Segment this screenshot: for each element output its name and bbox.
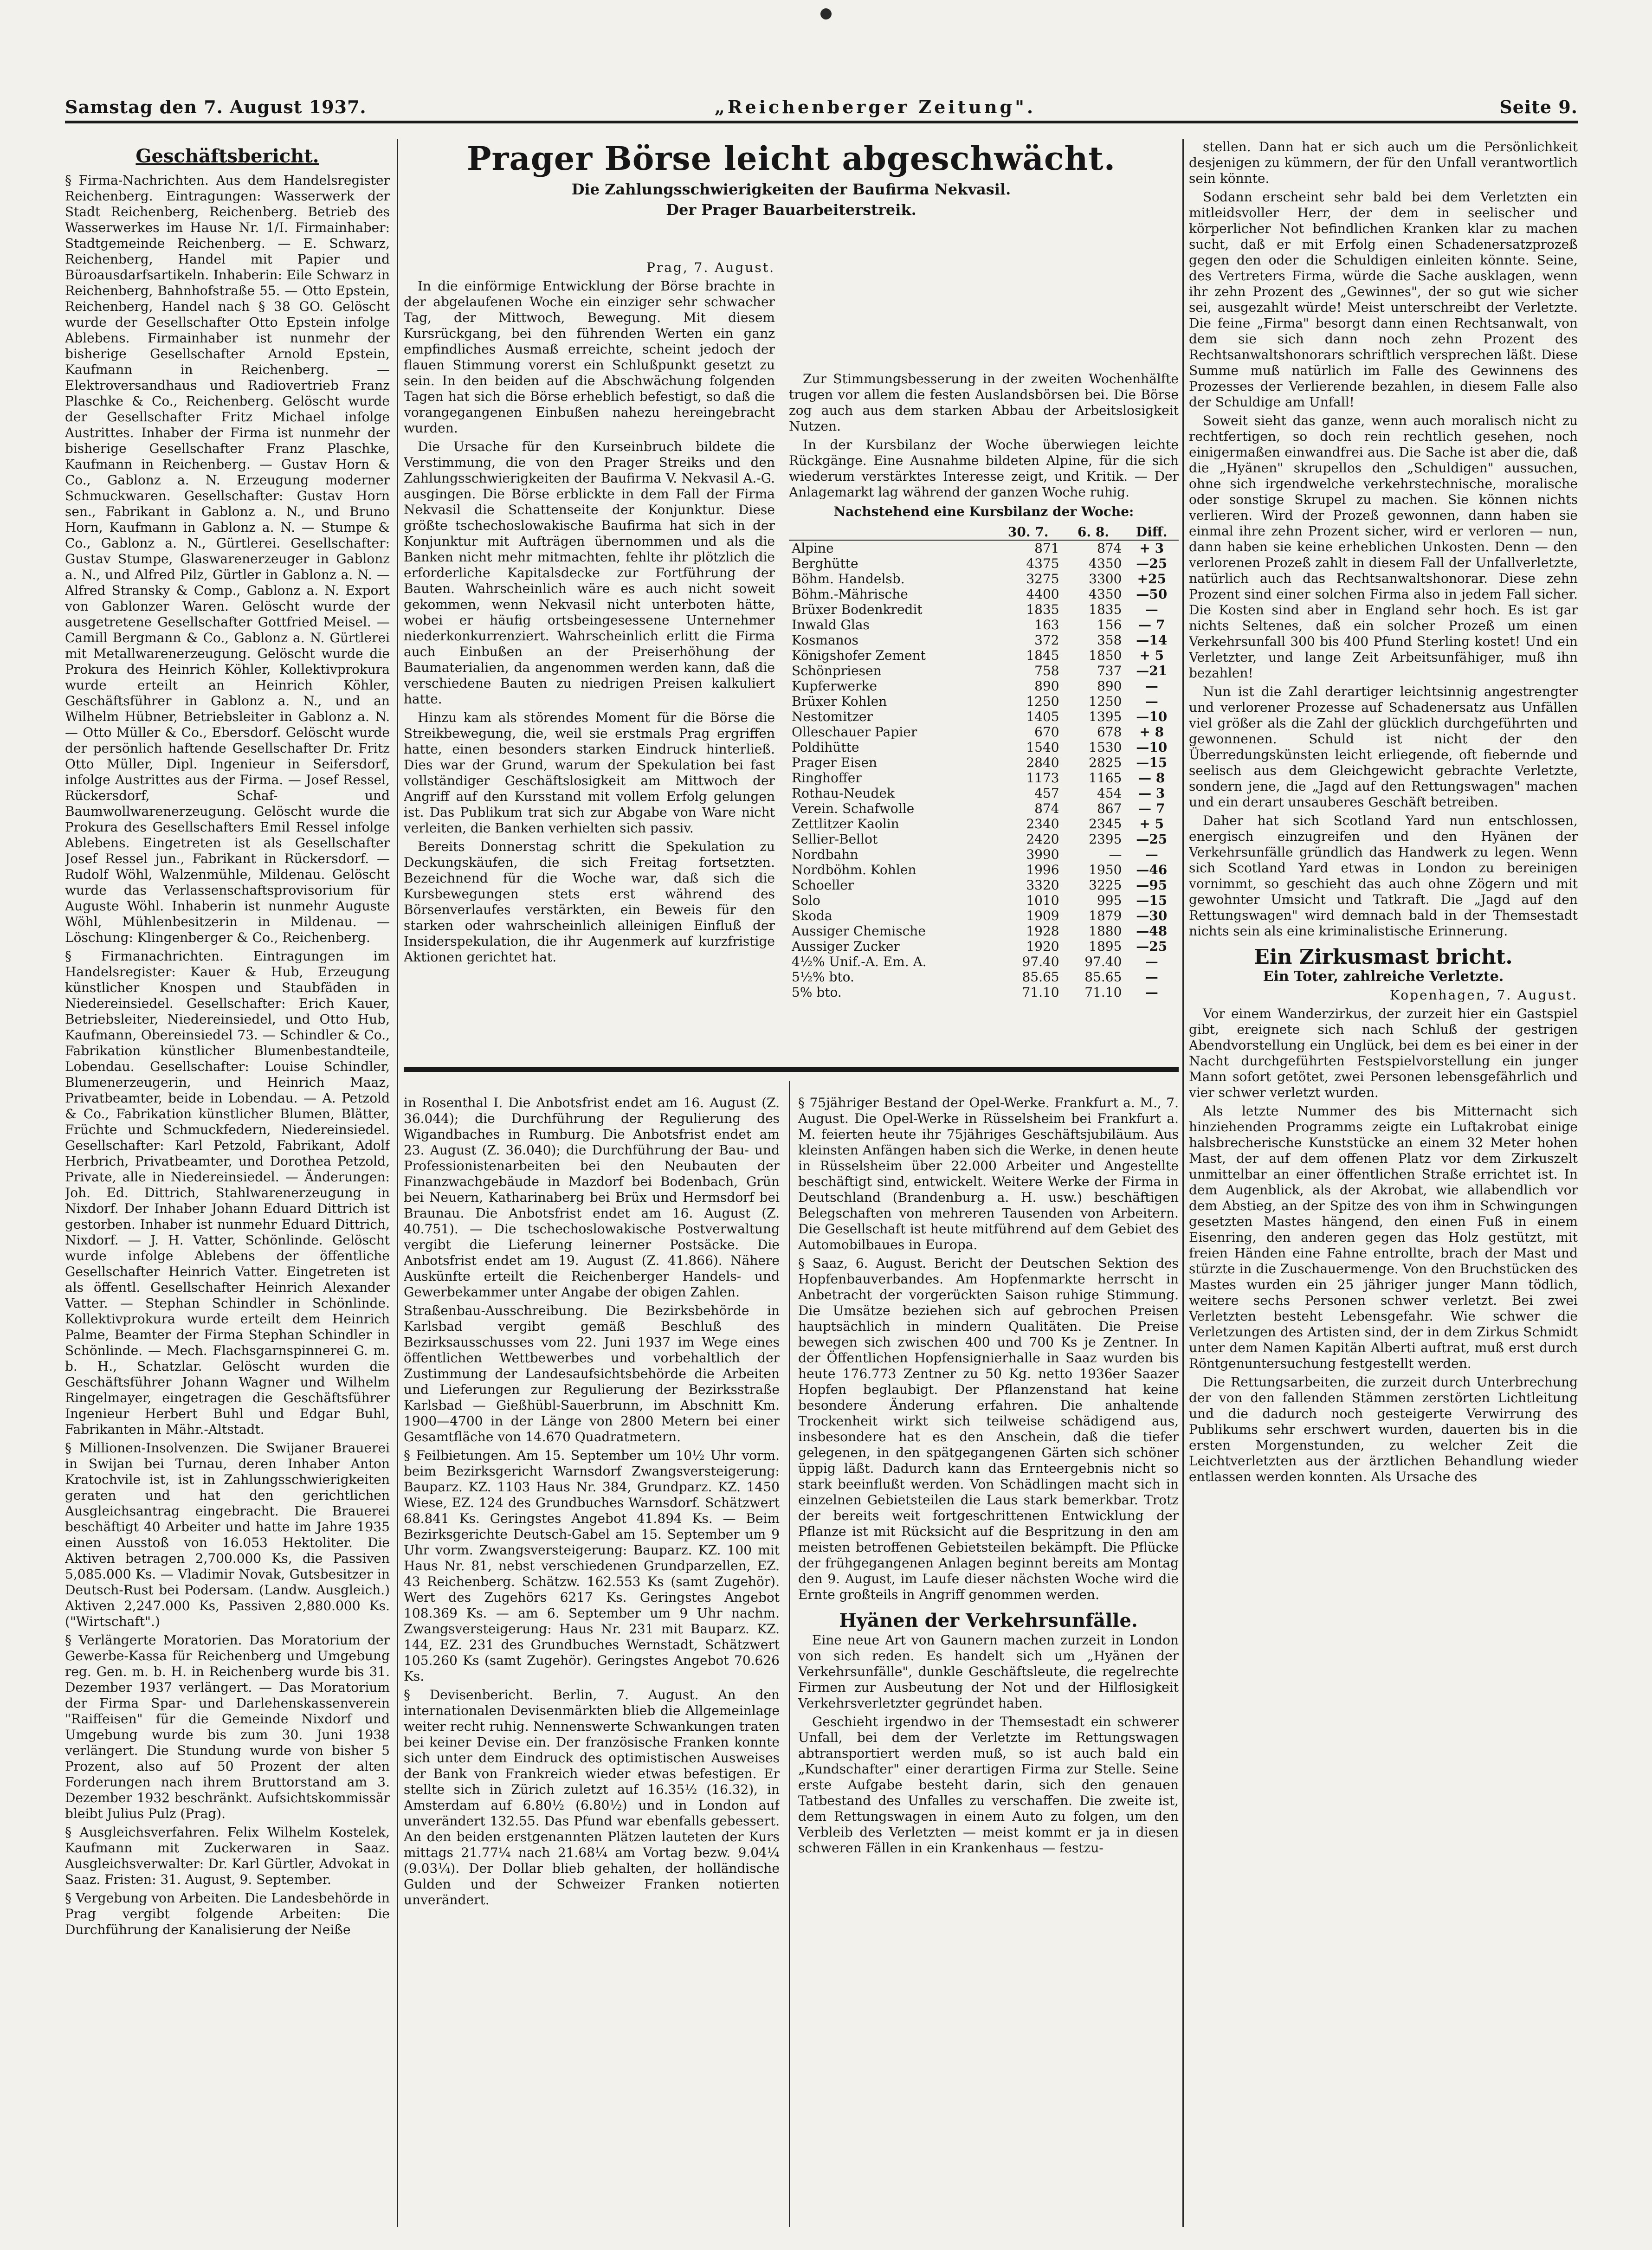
table-row	[789, 954, 1179, 969]
price-value: 867	[1097, 801, 1122, 816]
stock-name: 5% bto.	[792, 985, 842, 1000]
price-diff: + 5	[1139, 816, 1164, 832]
table-row	[789, 908, 1179, 923]
price-diff: —25	[1136, 939, 1168, 954]
price-diff: — 8	[1138, 770, 1165, 786]
price-diff: —46	[1136, 862, 1168, 877]
price-value: 737	[1097, 663, 1122, 678]
column-geschaeftsbericht	[65, 139, 390, 2227]
price-value: —	[1109, 847, 1122, 862]
price-diff: + 8	[1139, 724, 1164, 740]
boerse-title: Prager Börse leicht abgeschwächt.	[466, 139, 1116, 178]
article-paragraph: Die Ursache für den Kurseinbruch bildete die Verstimmung, die von den Prager Streiks und den Zahlungsschwierigkeiten der Baufirma V. Nekvasil A.-G. ausgingen. Die Börse erblickte in dem Fall der Firma Nekvasil die Schattenseite der Konjunktur. Diese größte tschechoslowakische Baufirma hat sich in der Konjunktur mit Aufträgen übernommen und als die Banken nicht mehr mitmachten, fehlte ihr plötzlich die erforderliche Kapitalsdecke zur Fortführung der Bauten. Wahrscheinlich wäre es auch nicht soweit gekommen, wenn Nekvasil nicht unterboten hätte, wobei er häufig ortsbeingesessene Unternehmer niederkonkurrenziert. Wahrscheinlich erlitt die Firma auch Einbußen an der Preiserhöhung der Baumaterialien, da angenommen werden kann, daß die verschiedene Bauten zu niedrigen Preisen kalkuliert hatte.	[404, 439, 775, 707]
stock-name: Poldihütte	[792, 740, 859, 755]
article-paragraph: § Millionen-Insolvenzen. Die Swijaner Brauerei in Swijan bei Turnau, deren Inhaber Anton Kratochvile ist, ist in Zahlungsschwierigkeiten geraten und hat den gerichtlichen Ausgleichsantrag eingebracht. Die Brauerei beschäftigt 40 Arbeiter und hatte im Jahre 1935 einen Ausstoß von 16.053 Hektoliter. Die Aktiven betragen 2,700.000 Ks, die Passiven 5,085.000 Ks. — Vladimir Novak, Gutsbesitzer in Deutsch-Rust bei Podersam. (Landw. Ausgleich.) Aktiven 2,247.000 Ks, Passiven 2,880.000 Ks. ("Wirtschaft".)	[65, 1440, 390, 1629]
stock-name: Alpine	[792, 541, 834, 556]
column-divider	[1182, 139, 1184, 2227]
price-value: 71.10	[1022, 985, 1059, 1000]
section-divider	[404, 1067, 1179, 1072]
table-row	[789, 770, 1179, 786]
stock-name: Nestomitzer	[792, 709, 873, 724]
table-header-cell	[789, 524, 994, 540]
table-row	[789, 602, 1179, 617]
article-paragraph: § Firma-Nachrichten. Aus dem Handelsregister Reichenberg. Eintragungen: Wasserwerk der Stadt Reichenberg, Reichenberg. Betrieb des Wasserwerkes im Hause Nr. 1/I. Firmainhaber: Stadtgemeinde Reichenberg. — E. Schwarz, Reichenberg, Handel mit Papier und Büroausdarfsartikeln. Inhaberin: Eile Schwarz in Reichenberg, Bahnhofstraße 55. — Otto Epstein, Reichenberg, Handel nach § 38 GO. Gelöscht wurde der Gesellschafter Otto Epstein infolge Ablebens. Firmainhaber ist nunmehr der bisherige Gesellschafter Arnold Epstein, Kaufmann in Reichenberg. — Elektroversandhaus und Radiovertrieb Franz Plaschke & Co., Reichenberg. Gelöscht wurde der Gesellschafter Fritz Michael infolge Austrittes. Inhaber der Firma ist nunmehr der bisherige Gesellschafter Franz Plaschke, Kaufmann in Reichenberg. — Gustav Horn & Co., Gablonz a. N. Erzeugung moderner Schmuckwaren. Gesellschafter: Gustav Horn sen., Fabrikant in Gablonz a. N., und Bruno Horn, Kaufmann in Gablonz a. N. — Stumpe & Co., Gablonz a. N., Gürtlerei. Gesellschafter: Gustav Stumpe, Glaswarenerzeuger in Gablonz a. N., und Alfred Pilz, Gürtler in Gablonz a. N. — Alfred Stransky & Comp., Gablonz a. N. Export von Gablonzer Waren. Gelöscht wurde der ausgetretene Gesellschafter Gottfried Meisel. — Camill Bergmann & Co., Gablonz a. N. Gürtlerei mit Metallwarenerzeugung. Gelöscht wurde die Prokura des Heinrich Köhler, Kollektivprokura wurde erteilt an Heinrich Köhler, Geschäftsführer in Gablonz a. N., und an Wilhelm Hübner, Betriebsleiter in Gablonz a. N. — Otto Müller & Co., Ebersdorf. Gelöscht wurde der persönlich haftende Gesellschafter Dr. Fritz Otto Müller, Dipl. Ingenieur in Seifersdorf, infolge Austrittes aus der Firma. — Josef Ressel, Rückersdorf, Schaf- und Baumwollwarenerzeugung. Gelöscht wurde die Prokura des Gesellschafters Emil Ressel infolge Ablebens. Eingetreten ist als Gesellschafter Josef Ressel jun., Fabrikant in Rückersdorf. — Rudolf Wöhl, Walzenmühle, Mildenau. Gelöscht wurde das Verlassenschaftsprovisorium für Auguste Wöhl. Inhaberin ist nunmehr Auguste Wöhl, Mühlenbesitzerin in Mildenau. — Löschung: Klingenberger & Co., Reichenberg.	[65, 173, 390, 945]
table-row	[789, 862, 1179, 877]
price-value: 97.40	[1022, 954, 1059, 969]
stock-name: Inwald Glas	[792, 617, 870, 632]
price-value: 4350	[1089, 587, 1122, 602]
price-diff: —	[1145, 678, 1158, 694]
article-paragraph: Eine neue Art von Gaunern machen zurzeit in London von sich reden. Es handelt sich um „Hyänen der Verkehrsunfälle", dunkle Geschäftsleute, die regelrechte Firmen zur Ausbeutung der Not und der Hilflosigkeit Verkehrsverletzter gegründet haben.	[798, 1632, 1179, 1711]
article-paragraph: § Ausgleichsverfahren. Felix Wilhelm Kostelek, Kaufmann mit Zuckerwaren in Saaz. Ausgleichsverwalter: Dr. Karl Gürtler, Advokat in Saaz. Fristen: 31. August, 9. September.	[65, 1824, 390, 1887]
table-row	[789, 617, 1179, 632]
article-paragraph: Straßenbau-Ausschreibung. Die Bezirksbehörde in Karlsbad vergibt gemäß Beschluß des Bezirksausschusses vom 22. Juni 1937 im Wege eines öffentlichen Wettbewerbes und vorbehaltlich der Zustimmung der Landesaufsichtsbehörde die Arbeiten und Lieferungen zur Regulierung der Bezirksstraße Karlsbad — Gießhübl-Sauerbrunn, im Abschnitt Km. 1900—4700 in der Länge von 2800 Metern bei einer Gesamtfläche von 14.670 Quadratmetern.	[404, 1303, 780, 1444]
masthead	[65, 93, 1578, 123]
price-diff: —15	[1136, 755, 1168, 770]
price-diff: — 7	[1138, 801, 1165, 816]
stock-name: Kupferwerke	[792, 678, 878, 694]
price-value: 3990	[1026, 847, 1059, 862]
article-paragraph: § Saaz, 6. August. Bericht der Deutschen Sektion des Hopfenbauverbandes. Am Hopfenmarkte herrscht in Anbetracht der vorgerückten Saison ruhige Stimmung. Die Umsätze beziehen sich auf gebrochen Preisen hauptsächlich in mindern Qualitäten. Die Preise bewegen sich zwischen 400 und 700 Ks je Zentner. In der Öffentlichen Hopfensignierhalle in Saaz wurden bis heute 176.773 Zentner zu 50 Kg. netto 1936er Saazer Hopfen beglaubigt. Der Pflanzenstand hat keine besondere Änderung erfahren. Die anhaltende Trockenheit wirkt sich teilweise schädigend aus, insbesondere hat es den Anschein, daß die tiefer gelegenen, in den spätgegangenen Gärten sich schöner üppig läßt. Dadurch kann das Ernteergebnis nicht so stark beeinflußt werden. Von Schädlingen macht sich in einzelnen Gebietsteilen die Laus stark bemerkbar. Trotz der bereits weit fortgeschrittenen Entwicklung der Pflanze ist mit Rücksicht auf die Bespritzung in den am meisten betroffenen Gebietsteilen bekämpft. Die Pflücke der frühgegangenen Anlagen beginnt bereits am Montag den 9. August, im Laufe dieser nächsten Woche wird die Ernte großteils in Angriff genommen werden.	[798, 1256, 1179, 1602]
article-paragraph: In der Kursbilanz der Woche überwiegen leichte Rückgänge. Eine Ausnahme bildeten Alpine, für die sich wiederum verstärktes Interesse zeigt, und Kritik. — Der Anlagemarkt lag während der ganzen Woche ruhig.	[789, 437, 1179, 500]
price-diff: —	[1145, 954, 1158, 969]
price-diff: —10	[1136, 740, 1168, 755]
stock-name: Schönpriesen	[792, 663, 882, 678]
price-value: 1835	[1026, 602, 1059, 617]
price-value: 1540	[1026, 740, 1059, 755]
article-paragraph: Geschieht irgendwo in der Themsestadt ein schwerer Unfall, bei dem der Verletzte im Rettungswagen abtransportiert werden muß, so ist auch bald ein „Kundschafter" einer derartigen Firma zur Stelle. Seine erste Aufgabe besteht darin, sich den genauen Tatbestand des Unfalles zu verschaffen. Die zweite ist, dem Rettungswagen in einem Auto zu folgen, um den Verbleib des Verletzten — meist kommt er ja in diesen schweren Fällen in ein Krankenhaus — festzu-	[798, 1714, 1179, 1856]
article-paragraph: § Feilbietungen. Am 15. September um 10½ Uhr vorm. beim Bezirksgericht Warnsdorf Zwangsversteigerung: Bauparz. KZ. 1103 Haus Nr. 384, Grundparz. KZ. 1450 Wiese, EZ. 124 des Grundbuches Warnsdorf. Schätzwert 68.841 Ks. Geringstes Angebot 41.894 Ks. — Beim Bezirksgerichte Deutsch-Gabel am 15. September um 9 Uhr vorm. Zwangsversteigerung: Bauparz. KZ. 100 mit Haus Nr. 81, nebst verschiedenen Grundparzellen, EZ. 43 Reichenberg. Schätzw. 162.553 Ks (samt Zugehör). Wert des Zugehörs 6217 Ks. Geringstes Angebot 108.369 Ks. — am 6. September um 9 Uhr nachm. Zwangsversteigerung: Haus Nr. 231 mit Bauparz. KZ. 144, EZ. 231 des Grundbuches Wernstadt, Schätzwert 105.260 Ks (samt Zugehör). Geringstes Angebot 70.626 Ks.	[404, 1448, 780, 1684]
column-divider	[397, 139, 398, 2227]
price-value: 1996	[1026, 862, 1059, 877]
stock-name: Böhm. Handelsb.	[792, 571, 905, 587]
price-value: 163	[1034, 617, 1059, 632]
article-paragraph: § Devisenbericht. Berlin, 7. August. An den internationalen Devisenmärkten blieb die Allgemeinlage weiter recht ruhig. Nennenswerte Schwankungen traten bei keiner Devise ein. Der französische Franken konnte sich unter dem Eindruck des optimistischen Ausweises der Bank von Frankreich wieder etwas befestigen. Er stellte sich in Zürich zuletzt auf 16.35½ (16.32), in Amsterdam auf 6.80½ (6.80½) und in London auf unverändert 132.55. Das Pfund war ebenfalls gebessert. An den beiden erstgenannten Plätzen lauteten der Kurs mittags 21.77¼ nach 21.68¼ am Vortag bezw. 9.04¼ (9.03¼). Der Dollar blieb gehalten, der holländische Gulden und der Schweizer Franken notierten unverändert.	[404, 1687, 780, 1908]
table-row	[789, 663, 1179, 678]
price-value: 1530	[1089, 740, 1122, 755]
price-value: 156	[1097, 617, 1122, 632]
price-diff: —48	[1136, 923, 1168, 939]
price-value: 670	[1034, 724, 1059, 740]
stock-name: Nordbahn	[792, 847, 858, 862]
article-paragraph: Bereits Donnerstag schritt die Spekulation zu Deckungskäufen, die sich Freitag fortsetzten. Bezeichnend für die Woche war, daß sich die Kursbewegungen stets erst während des Börsenverlaufes verstärkten, ein Beweis für den starken oder wahrscheinlich alleinigen Einfluß der Insiderspekulation, die ihr Augenmerk auf kurzfristige Aktionen gerichtet hat.	[404, 839, 775, 965]
stock-name: Böhm.-Mährische	[792, 587, 908, 602]
boerse-header	[404, 139, 1179, 221]
table-row	[789, 709, 1179, 724]
article-paragraph: Hinzu kam als störendes Moment für die Börse die Streikbewegung, die, weil sie erstmals Prag ergriffen hatte, einen besonders starken Eindruck hinterließ. Dies war der Grund, warum der Spekulation bei fast vollständiger Geschäftslosigkeit am Mittwoch der Angriff auf den Kursstand mit vollem Erfolg gelungen ist. Das Publikum trat sich zur Abgabe von Ware nicht verleiten, die Banken verhielten sich passiv.	[404, 710, 775, 836]
stock-name: Berghütte	[792, 556, 858, 571]
article-paragraph: in Rosenthal I. Die Anbotsfrist endet am 16. August (Z. 36.044); die Durchführung der Regulierung des Wigandbaches in Rumburg. Die Anbotsfrist endet am 23. August (Z. 36.040); die Durchführung der Bau- und Professionistenarbeiten bei den Neubauten der Finanzwachgebäude in Mazdorf bei Bodenbach, Grün bei Neuern, Katharinaberg bei Brüx und Hermsdorf bei Braunau. Die Anbotsfrist endet am 16. August (Z. 40.751). — Die tschechoslowakische Postverwaltung vergibt die Lieferung leinerner Postsäcke. Die Anbotsfrist endet am 19. August (Z. 41.866). Nähere Auskünfte erteilt die Reichenberger Handels- und Gewerbekammer unter Angabe der obigen Zahlen.	[404, 1095, 780, 1300]
price-diff: —14	[1136, 632, 1168, 648]
stock-name: Kosmanos	[792, 632, 858, 648]
article-paragraph: In die einförmige Entwicklung der Börse brachte in der abgelaufenen Woche ein einziger sehr schwacher Tag, der Mittwoch, Bewegung. Mit diesem Kursrückgang, bei den führenden Werten ein ganz empfindliches Ausmaß erreichte, scheint jedoch der flauen Stimmung vorerst ein Schlußpunkt gesetzt zu sein. In den beiden auf die Abschwächung folgenden Tagen hat sich die Börse erheblich befestigt, so daß die vorangegangenen Einbußen nahezu hereingebracht wurden.	[404, 278, 775, 436]
binding-hole	[820, 8, 832, 19]
table-caption: Nachstehend eine Kursbilanz der Woche:	[833, 504, 1134, 519]
price-diff: — 3	[1138, 786, 1165, 801]
article-paragraph: stellen. Dann hat er sich auch um die Persönlichkeit desjenigen zu kümmern, der für den Unfall verantwortlich sein könnte.	[1189, 139, 1578, 186]
price-value: 85.65	[1022, 969, 1059, 985]
table-row	[789, 893, 1179, 908]
boerse-subtitle: Die Zahlungsschwierigkeiten der Baufirma Nekvasil.	[571, 181, 1011, 198]
stock-name: Brüxer Kohlen	[792, 694, 887, 709]
section-heading: Ein Zirkusmast bricht.	[1254, 945, 1513, 969]
price-diff: — 7	[1138, 617, 1165, 632]
table-row	[789, 678, 1179, 694]
table-row	[789, 724, 1179, 740]
price-value: 1850	[1089, 648, 1122, 663]
stock-name: Aussiger Zucker	[792, 939, 900, 954]
price-diff: —	[1145, 969, 1158, 985]
table-row	[789, 740, 1179, 755]
table-row	[789, 540, 1179, 556]
table-row	[789, 648, 1179, 663]
table-header-cell: 6. 8.	[1062, 524, 1125, 540]
dateline: Kopenhagen, 7. August.	[1390, 987, 1578, 1003]
price-value: 1920	[1026, 939, 1059, 954]
table-row	[789, 694, 1179, 709]
stock-name: Aussiger Chemische	[792, 923, 926, 939]
table-row	[789, 786, 1179, 801]
stock-name: Solo	[792, 893, 820, 908]
price-diff: —50	[1136, 587, 1168, 602]
price-value: 372	[1034, 632, 1059, 648]
price-value: 3225	[1089, 877, 1122, 893]
stock-name: Prager Eisen	[792, 755, 878, 770]
table-row	[789, 877, 1179, 893]
price-value: 1395	[1089, 709, 1122, 724]
price-diff: +25	[1137, 571, 1166, 587]
price-value: 2825	[1089, 755, 1122, 770]
table-row	[789, 755, 1179, 770]
price-value: 1250	[1026, 694, 1059, 709]
stock-name: Sellier-Bellot	[792, 832, 878, 847]
table-row	[789, 632, 1179, 648]
table-row	[789, 571, 1179, 587]
lower-column-left	[404, 1095, 780, 2232]
table-row	[789, 816, 1179, 832]
price-value: 890	[1034, 678, 1059, 694]
price-diff: —	[1145, 847, 1158, 862]
price-value: 85.65	[1084, 969, 1122, 985]
table-header-cell: 30. 7.	[994, 524, 1062, 540]
article-paragraph: Sodann erscheint sehr bald bei dem Verletzten ein mitleidsvoller Herr, der dem in seelischer und körperlicher Not befindlichen Kranken klar zu machen sucht, daß er mit Erfolg einen Schadenersatzprozeß gegen den oder die Schuldigen einleiten könnte. Seine, des Vertreters Firma, würde die Sache ausklagen, wenn ihr zehn Prozent des „Gewinnes", der so gut wie sicher sei, ausgezahlt würde! Meist unterschreibt der Verletzte. Die feine „Firma" besorgt dann einen Rechtsanwalt, von dem sie sich dann noch zehn Prozent des Rechtsanwaltshonorars schriftlich versprechen läßt. Diese Summe muß natürlich im Falle des Gewinnens des Prozesses der Verlierende bezahlen, in diesem Falle also der Schuldige am Unfall!	[1189, 189, 1578, 410]
price-value: 1895	[1089, 939, 1122, 954]
price-value: 1173	[1026, 770, 1059, 786]
price-value: 457	[1034, 786, 1059, 801]
price-value: 1879	[1089, 908, 1122, 923]
section-heading: Hyänen der Verkehrsunfälle.	[839, 1610, 1138, 1631]
price-value: 874	[1034, 801, 1059, 816]
table-row	[789, 801, 1179, 816]
price-diff: —10	[1136, 709, 1168, 724]
price-diff: —25	[1136, 832, 1168, 847]
price-value: 678	[1097, 724, 1122, 740]
table-row	[789, 587, 1179, 602]
price-value: 3300	[1089, 571, 1122, 587]
section-subheading: Ein Toter, zahlreiche Verletzte.	[1263, 968, 1504, 985]
article-paragraph: § Vergebung von Arbeiten. Die Landesbehörde in Prag vergibt folgende Arbeiten: Die Durchführung der Kanalisierung der Neiße	[65, 1890, 390, 1937]
price-value: 1909	[1026, 908, 1059, 923]
column-divider	[789, 1081, 790, 2227]
price-value: 871	[1034, 541, 1059, 556]
price-value: 4375	[1026, 556, 1059, 571]
article-paragraph: § Verlängerte Moratorien. Das Moratorium der Gewerbe-Kassa für Reichenberg und Umgebung reg. Gen. m. b. H. in Reichenberg wurde bis 31. Dezember 1937 verlängert. — Das Moratorium der Firma Spar- und Darlehenskassenverein "Raiffeisen" für die Gemeinde Nixdorf und Umgebung wurde bis zum 30. Juni 1938 verlängert. Die Stundung wurde von bisher 5 Prozent, also auf 50 Prozent der alten Forderungen nach ihrem Bruttorstand am 3. Dezember 1932 beschränkt. Aufsichtskommissär bleibt Julius Pulz (Prag).	[65, 1632, 390, 1821]
price-value: 1405	[1026, 709, 1059, 724]
price-value: 995	[1097, 893, 1122, 908]
article-paragraph: Nun ist die Zahl derartiger leichtsinnig angestrengter und verlorener Prozesse auf Schadenersatz aus Unfällen viel größer als die Zahl der glücklich durchgeführten und gewonnenen. Schuld ist nicht der den Überredungskünsten leicht erliegende, oft fiebernde und seelisch aus dem Gleichgewicht gebrachte Verletzte, sondern jene, die „Jagd auf den Rettungswagen" machen und ein derart unsauberes Geschäft betreiben.	[1189, 684, 1578, 810]
article-paragraph: Daher hat sich Scotland Yard nun entschlossen, energisch einzugreifen und den Hyänen der Verkehrsunfälle gründlich das Handwerk zu legen. Wenn sich Scotland Yard etwas in London zu bereinigen vornimmt, so geschieht das auch ohne Zögern und mit gewohnter Umsicht und Tatkraft. Die „Jagd auf den Rettungswagen" wird demnach bald in der Themsestadt nichts sein als eine kriminalistische Erinnerung.	[1189, 813, 1578, 939]
boerse-column-left	[404, 260, 775, 1086]
price-value: 2420	[1026, 832, 1059, 847]
stock-name: Nordböhm. Kohlen	[792, 862, 916, 877]
article-paragraph: Zur Stimmungsbesserung in der zweiten Wochenhälfte trugen vor allem die festen Auslandsbörsen bei. Die Börse zog auch aus dem starken Abbau der Arbeitslosigkeit Nutzen.	[789, 371, 1179, 434]
price-diff: —21	[1136, 663, 1168, 678]
price-value: 758	[1034, 663, 1059, 678]
price-value: 71.10	[1084, 985, 1122, 1000]
price-diff: —25	[1136, 556, 1168, 571]
price-value: 4400	[1026, 587, 1059, 602]
stock-name: Olleschauer Papier	[792, 724, 917, 740]
price-diff: —	[1145, 602, 1158, 617]
price-value: 1845	[1026, 648, 1059, 663]
price-diff: —	[1145, 985, 1158, 1000]
price-diff: —	[1145, 694, 1158, 709]
article-paragraph: § Firmanachrichten. Eintragungen im Handelsregister: Kauer & Hub, Erzeugung künstlicher Knospen und Staubfäden in Niedereinsiedel. Gesellschafter: Erich Kauer, Betriebsleiter, Niedereinsiedel, und Otto Hub, Kaufmann, Obereinsiedel 73. — Schindler & Co., Fabrikation künstlicher Blumenbestandteile, Lobendau. Gesellschafter: Louise Schindler, Blumenerzeugerin, und Heinrich Maaz, Privatbeamter, beide in Lobendau. — A. Petzold & Co., Fabrikation künstlicher Blumen, Blätter, Früchte und Schmuckfedern, Niedereinsiedel. Gesellschafter: Karl Petzold, Fabrikant, Adolf Herbrich, Privatbeamter, und Dorothea Petzold, Private, alle in Niedereinsiedel. — Änderungen: Joh. Ed. Dittrich, Stahlwarenerzeugung in Nixdorf. Der Inhaber Johann Eduard Dittrich ist gestorben. Inhaber ist nunmehr Eduard Dittrich, Nixdorf. — J. H. Vatter, Schönlinde. Gelöscht wurde infolge Ablebens der öffentliche Gesellschafter Heinrich Vatter. Eingetreten ist als öffentl. Gesellschafter Heinrich Alexander Vatter. — Stephan Schindler in Schönlinde. Kollektivprokura wurde erteilt dem Heinrich Palme, Beamter der Firma Stephan Schindler in Schönlinde. — Mech. Flachsgarnspinnerei G. m. b. H., Schatzlar. Gelöscht wurden die Geschäftsführer Johann Wagner und Wilhelm Ringelmayer, eingetragen die Geschäftsführer Ingenieur Herbert Buhl und Edgar Buhl, Fabrikanten in Mähr.-Altstadt.	[65, 948, 390, 1437]
price-value: 2395	[1089, 832, 1122, 847]
price-value: 1010	[1026, 893, 1059, 908]
table-row	[789, 832, 1179, 847]
price-value: 454	[1097, 786, 1122, 801]
price-value: 1880	[1089, 923, 1122, 939]
price-diff: —15	[1136, 893, 1168, 908]
table-row	[789, 556, 1179, 571]
price-diff: + 3	[1139, 541, 1164, 556]
price-value: 1165	[1089, 770, 1122, 786]
article-paragraph: Vor einem Wanderzirkus, der zurzeit hier ein Gastspiel gibt, ereignete sich nach Schluß der gestrigen Abendvorstellung ein Unglück, bei dem es bei einer in der Nacht durchgeführten Festspielvorstellung ein junger Mann sofort getötet, zwei Personen lebensgefährlich und vier schwer verletzt wurden.	[1189, 1006, 1578, 1100]
masthead-date: Samstag den 7. August 1937.	[65, 97, 367, 117]
article-paragraph: § 75jähriger Bestand der Opel-Werke. Frankfurt a. M., 7. August. Die Opel-Werke in Rüsselsheim bei Frankfurt a. M. feierten heute ihr 75jähriges Geschäftsjubiläum. Aus kleinsten Anfängen haben sich die Werke, in denen heute in Rüsselsheim über 22.000 Arbeiter und Angestellte beschäftigt sind, entwickelt. Weitere Werke der Firma in Deutschland (Brandenburg a. H. usw.) beschäftigen Belegschaften von mehreren Tausenden von Arbeitern. Die Gesellschaft ist heute mitführend auf dem Gebiet des Automobilbaues in Europa.	[798, 1095, 1179, 1252]
table-row	[789, 847, 1179, 862]
price-value: 1250	[1089, 694, 1122, 709]
section-heading: Geschäftsbericht.	[136, 145, 319, 167]
article-paragraph: Als letzte Nummer des bis Mitternacht sich hinziehenden Programms zeigte ein Luftakrobat einige halsbrecherische Kunststücke an einem 32 Meter hohen Mast, der auf dem offenen Platz vor dem Zirkuszelt unmittelbar an einer öffentlichen Straße errichtet ist. In dem Augenblick, als der Akrobat, wie allabendlich vor dem Abstieg, an der Spitze des von ihm in Schwingungen gesetzten Mastes hängend, den einen Fuß in einem Eisenring, den anderen gegen das Holz gestützt, mit freien Händen eine Fahne entrollte, brach der Mast und stürzte in die Zuschauermenge. Von den Bruchstücken des Mastes wurden ein 25 jähriger junger Mann tödlich, weitere sechs Personen schwer verletzt. Bei zwei Verletzten besteht Lebensgefahr. Wie schwer die Verletzungen des Artisten sind, der in dem Zirkus Schmidt unter dem Namen Kapitän Alberti auftrat, muß erst durch Röntgenuntersuchung festgestellt werden.	[1189, 1103, 1578, 1371]
kursbilanz-table	[789, 524, 1179, 1000]
price-value: 3320	[1026, 877, 1059, 893]
price-diff: —30	[1136, 908, 1168, 923]
price-value: 2340	[1026, 816, 1059, 832]
table-row	[789, 969, 1179, 985]
table-header-cell: Diff.	[1124, 524, 1179, 540]
stock-name: Brüxer Bodenkredit	[792, 602, 923, 617]
price-value: 890	[1097, 678, 1122, 694]
price-value: 1835	[1089, 602, 1122, 617]
stock-name: 4½% Unif.-A. Em. A.	[792, 954, 927, 969]
stock-name: Ringhoffer	[792, 770, 862, 786]
lower-column-right	[798, 1095, 1179, 2232]
price-value: 3275	[1026, 571, 1059, 587]
stock-name: Rothau-Neudek	[792, 786, 895, 801]
article-paragraph: Soweit sieht das ganze, wenn auch moralisch nicht zu rechtfertigen, so doch rein rechtlich gesehen, noch einigermaßen einwandfrei aus. Die Sache ist aber die, daß die „Hyänen" skrupellos den „Schuldigen" aussuchen, ohne sich irgendwelche verkehrstechnische, moralische oder sonstige Skrupel zu machen. Sie können nichts verlieren. Wird der Prozeß gewonnen, dann haben sie einmal ihre zehn Prozent sicher, wird er verloren — nun, dann haben sie keine erheblichen Unkosten. Denn — den verlorenen Prozeß zahlt in diesem Fall der Unfallverletzte, natürlich auch das Rechtsanwaltshonorar. Diese zehn Prozent sind einer solchen Firma also in jedem Fall sicher. Die Kosten sind aber in England sehr hoch. Es ist gar nichts Seltenes, daß ein solcher Prozeß um einen Verkehrsunfall 300 bis 400 Pfund Sterling kostet! Und ein Verletzter, und lange Zeit Arbeitsunfähiger, muß ihn bezahlen!	[1189, 413, 1578, 681]
price-value: 1950	[1089, 862, 1122, 877]
dateline: Prag, 7. August.	[646, 260, 775, 275]
table-row	[789, 985, 1179, 1000]
price-value: 97.40	[1084, 954, 1122, 969]
column-right	[1189, 139, 1578, 2227]
price-value: 874	[1097, 541, 1122, 556]
table-row	[789, 939, 1179, 954]
price-value: 4350	[1089, 556, 1122, 571]
price-value: 2840	[1026, 755, 1059, 770]
stock-name: Königshofer Zement	[792, 648, 926, 663]
price-diff: —95	[1136, 877, 1168, 893]
masthead-page-number: Seite 9.	[1499, 97, 1578, 117]
table-row	[789, 923, 1179, 939]
article-paragraph: Die Rettungsarbeiten, die zurzeit durch Unterbrechung der von den fallenden Stämmen zerstörten Lichtleitung und die dadurch noch gesteigerte Verwirrung des Publikums sehr erschwert wurden, dauerten bis in die ersten Morgenstunden, zu welcher Zeit die Leichtverletzten aus der ärztlichen Behandlung wieder entlassen werden konnten. Als Ursache des	[1189, 1374, 1578, 1484]
stock-name: Verein. Schafwolle	[792, 801, 915, 816]
price-value: 2345	[1089, 816, 1122, 832]
price-value: 358	[1097, 632, 1122, 648]
boerse-column-right	[789, 371, 1179, 1206]
stock-name: Skoda	[792, 908, 832, 923]
stock-name: 5½% bto.	[792, 969, 854, 985]
price-diff: + 5	[1139, 648, 1164, 663]
boerse-subtitle: Der Prager Bauarbeiterstreik.	[666, 201, 916, 219]
stock-name: Zettlitzer Kaolin	[792, 816, 899, 832]
price-value: 1928	[1026, 923, 1059, 939]
stock-name: Schoeller	[792, 877, 854, 893]
masthead-paper-name: „Reichenberger Zeitung".	[715, 97, 1036, 117]
